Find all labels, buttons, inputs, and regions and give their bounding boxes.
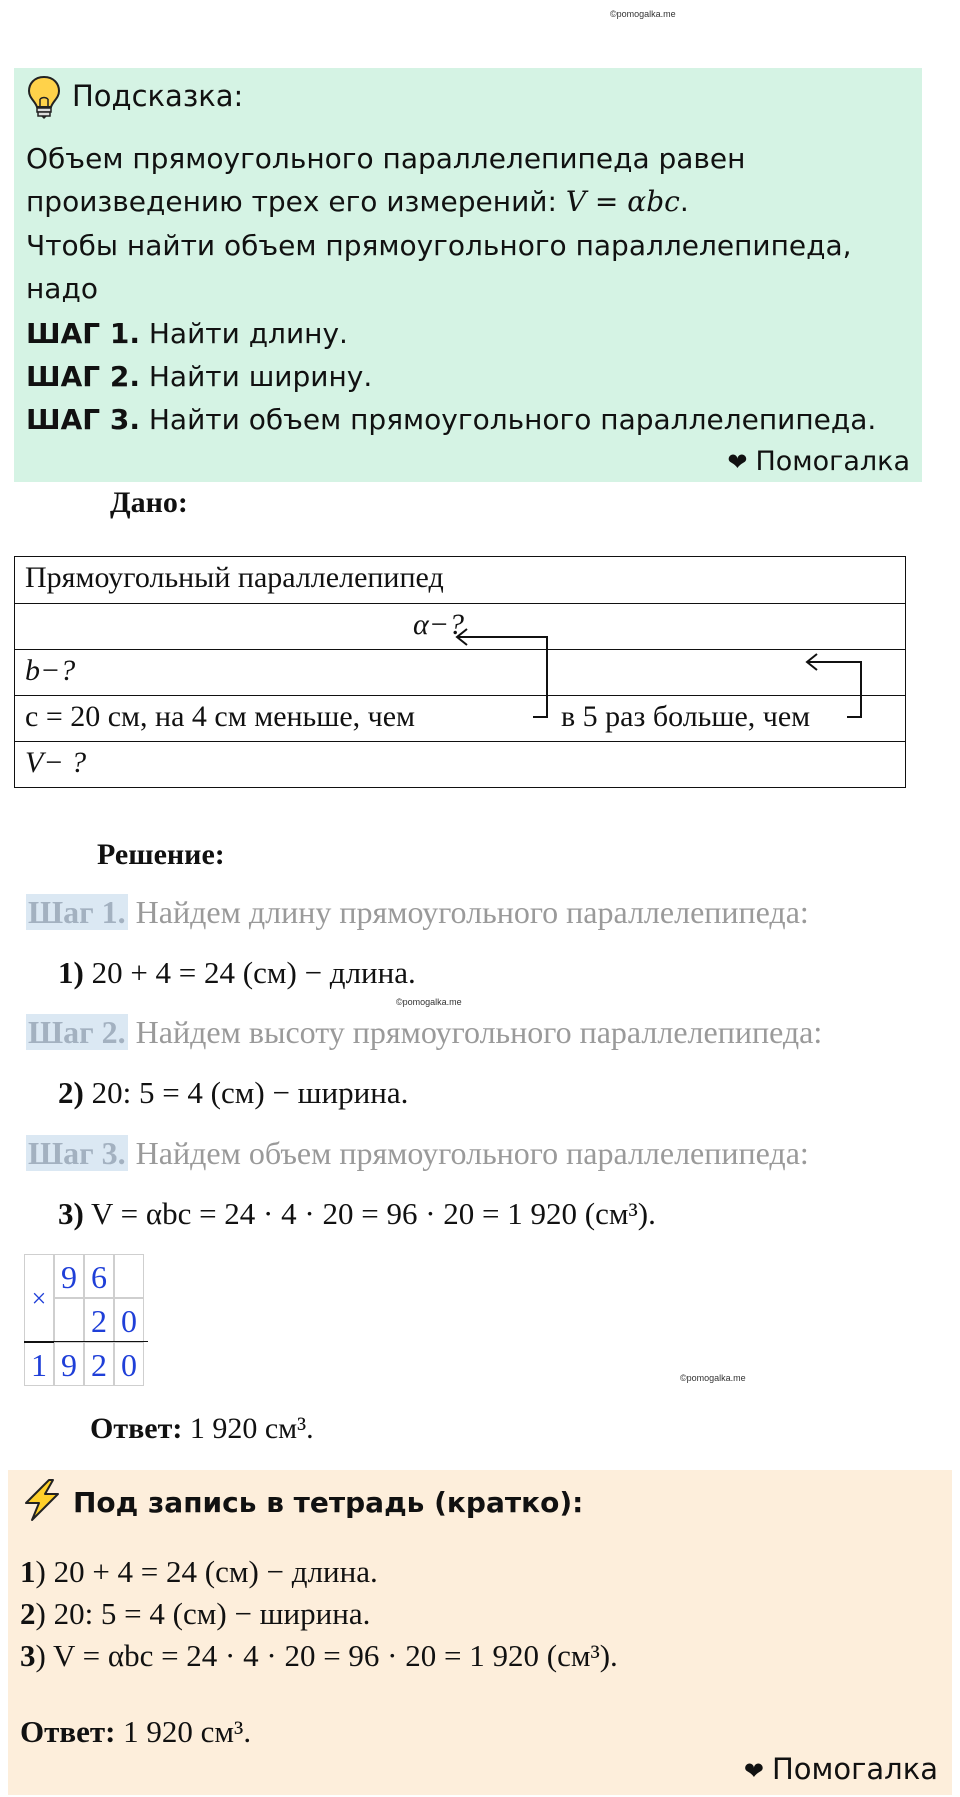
hint-line: надо [26,272,98,305]
table-cell: V− ? [25,746,87,779]
heart-icon: ❤ [727,448,748,476]
digit-cell: 0 [114,1342,144,1386]
heart-icon: ❤ [743,1757,764,1785]
calc-line [58,955,416,991]
hint-step-text: Найти объем прямоугольного параллелепипеда. [139,403,877,436]
watermark: ©pomogalka.me [680,1373,746,1383]
sum-line [24,1341,54,1343]
multiply-sign: × [24,1254,54,1342]
answer-value: 1 920 см³. [182,1412,314,1445]
notebook-answer [20,1714,251,1750]
table-cell: α−? [413,608,464,641]
table-cell: в 5 раз больше, чем [561,700,811,733]
lightning-icon [22,1478,62,1522]
step-label: Шаг 1. [28,894,126,930]
sum-line [54,1341,148,1342]
notebook-line [20,1596,370,1632]
calc-number: 3) [58,1196,84,1231]
brand-name: Помогалка [755,446,910,477]
hint-step [26,403,876,436]
calc-expression: V = αbc = 24 · 4 · 20 = 96 · 20 = 1 920 (см³). [83,1196,656,1231]
hint-title: Подсказка: [72,79,244,113]
digit-cell: 6 [84,1254,114,1298]
calc-number: 2) [58,1075,84,1110]
hint-step [26,360,372,393]
empty-cell [114,1254,144,1298]
lightbulb-icon [26,74,62,120]
notebook-line-number: 3 [20,1638,36,1673]
notebook-line-number: 2 [20,1596,36,1631]
notebook-line-number: 1 [20,1554,36,1589]
notebook-line-text: ) 20 + 4 = 24 (см) − длина. [35,1554,378,1589]
answer-label: Ответ: [20,1714,116,1749]
hint-box [14,68,922,482]
digit-cell: 0 [114,1298,144,1342]
hint-step-text: Найти ширину. [139,360,373,393]
column-multiplication [24,1254,148,1390]
step-label: Шаг 2. [28,1014,126,1050]
step-text: Найдем объем прямоугольного параллелепипеда: [127,1135,809,1171]
step-label: Шаг 3. [28,1135,126,1171]
hint-step-label: ШАГ 1. [26,317,140,350]
answer-label: Ответ: [90,1412,183,1445]
notebook-title: Под запись в тетрадь (кратко): [73,1486,584,1519]
hint-text: . [679,185,689,218]
digit-cell: 9 [54,1254,84,1298]
solution-step [26,894,809,931]
digit-cell: 1 [24,1342,54,1386]
calc-line [58,1075,408,1111]
notebook-box [8,1470,952,1795]
table-cell: Прямоугольный параллелепипед [25,561,444,594]
table-cell: c = 20 см, на 4 см меньше, чем [25,700,416,733]
calc-expression: 20: 5 = 4 (см) − ширина. [83,1075,409,1110]
hint-line [26,185,689,218]
hint-text: произведению трех его измерений: [26,185,566,218]
hint-step-label: ШАГ 2. [26,360,140,393]
notebook-line [20,1554,378,1590]
notebook-line [20,1638,618,1674]
calc-expression: 20 + 4 = 24 (см) − длина. [83,955,416,990]
hint-line: Чтобы найти объем прямоугольного параллелепипеда, [26,229,852,262]
digit-cell: 2 [84,1342,114,1386]
brand-label [727,446,910,477]
volume-formula: V = αbc [565,185,680,218]
step-text: Найдем длину прямоугольного параллелепипеда: [127,894,809,930]
digit-cell: 9 [54,1342,84,1386]
hint-step-text: Найти длину. [139,317,348,350]
answer [90,1412,314,1446]
step-text: Найдем высоту прямоугольного параллелепипеда: [127,1014,823,1050]
notebook-line-text: ) V = αbc = 24 · 4 · 20 = 96 · 20 = 1 920 (см³). [35,1638,618,1673]
hint-step-label: ШАГ 3. [26,403,140,436]
notebook-line-text: ) 20: 5 = 4 (см) − ширина. [35,1596,371,1631]
hint-line: Объем прямоугольного параллелепипеда равен [26,142,746,175]
solution-step [26,1135,809,1172]
given-title: Дано: [110,486,188,519]
given-table [14,556,906,788]
solution-title: Решение: [97,838,225,871]
watermark: ©pomogalka.me [396,997,462,1007]
relation-arrows [15,557,907,789]
empty-cell [54,1298,84,1342]
brand-label [744,1752,938,1786]
calc-line [58,1196,656,1232]
calc-number: 1) [58,955,84,990]
solution-step [26,1014,822,1051]
watermark: ©pomogalka.me [610,9,676,19]
hint-step [26,317,348,350]
digit-cell: 2 [84,1298,114,1342]
answer-value: 1 920 см³. [115,1714,252,1749]
brand-name: Помогалка [772,1752,938,1786]
table-cell: b−? [25,654,76,687]
